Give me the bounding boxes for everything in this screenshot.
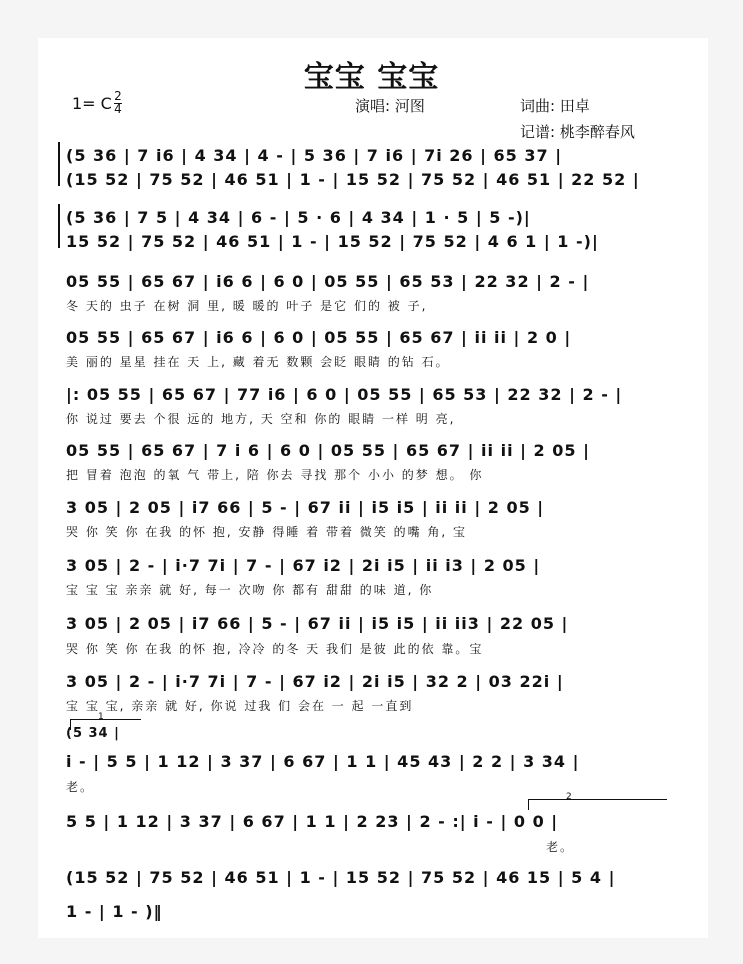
notation-row: (5 36 | 7 5 | 4 34 | 6 - | 5 · 6 | 4 34 | 1 · 5 | 5 -)| (66, 208, 531, 227)
notation-row: 3 05 | 2 - | i·7 7i | 7 - | 67 i2 | 2i i5 | 32 2 | 03 22i | (66, 672, 564, 691)
notation-row: 3 05 | 2 05 | i7 66 | 5 - | 67 ii | i5 i5 | ii ii3 | 22 05 | (66, 614, 569, 633)
notation-row: 05 55 | 65 67 | i6 6 | 6 0 | 05 55 | 65 67 | ii ii | 2 0 | (66, 328, 572, 347)
composer-credit: 词曲: 田卓 (520, 97, 590, 115)
lyric-line: 冬 天的 虫子 在树 洞 里, 暖 暖的 叶子 是它 们的 被 子, (66, 299, 428, 313)
notation-row: (15 52 | 75 52 | 46 51 | 1 - | 15 52 | 75 52 | 46 51 | 22 52 | (66, 170, 640, 189)
system-brace (58, 204, 66, 248)
lyric-line: 老。 (66, 780, 95, 794)
lyric-line: 宝 宝 宝, 亲亲 就 好, 你说 过我 们 会在 一 起 一直到 (66, 699, 414, 713)
song-title: 宝宝 宝宝 (303, 60, 440, 95)
notation-row: 05 55 | 65 67 | 7 i 6 | 6 0 | 05 55 | 65 67 | ii ii | 2 05 | (66, 441, 590, 460)
notation-row: 15 52 | 75 52 | 46 51 | 1 - | 15 52 | 75 52 | 4 6 1 | 1 -)| (66, 232, 599, 251)
singer-credit: 演唱: 河图 (355, 97, 425, 115)
notation-row: i - | 5 5 | 1 12 | 3 37 | 6 67 | 1 1 | 45 43 | 2 2 | 3 34 | (66, 752, 580, 771)
notation-row: (15 52 | 75 52 | 46 51 | 1 - | 15 52 | 75 52 | 46 15 | 5 4 | (66, 868, 616, 887)
first-ending-number: 1 (98, 712, 104, 722)
time-denominator: 4 (114, 102, 122, 116)
lyric-line: 美 丽的 星星 挂在 天 上, 藏 着无 数颗 会眨 眼睛 的钻 石。 (66, 355, 450, 369)
notation-row: 05 55 | 65 67 | i6 6 | 6 0 | 05 55 | 65 53 | 22 32 | 2 - | (66, 272, 590, 291)
lyric-line: 把 冒着 泡泡 的氧 气 带上, 陪 你去 寻找 那个 小小 的梦 想。 你 (66, 468, 484, 482)
second-ending-number: 2 (566, 792, 572, 802)
key-signature: 1= C (72, 94, 112, 113)
notation-row: 1 - | 1 - )‖ (66, 902, 163, 921)
notation-row: (5 36 | 7 i6 | 4 34 | 4 - | 5 36 | 7 i6 | 7i 26 | 65 37 | (66, 146, 563, 165)
lyric-line: 哭 你 笑 你 在我 的怀 抱, 安静 得睡 着 带着 微笑 的嘴 角, 宝 (66, 525, 468, 539)
time-numerator: 2 (114, 89, 122, 103)
lyric-line: 你 说过 要去 个很 远的 地方, 天 空和 你的 眼睛 一样 明 亮, (66, 412, 456, 426)
notation-row: (5 34 | (66, 726, 120, 741)
notation-row: 3 05 | 2 - | i·7 7i | 7 - | 67 i2 | 2i i5 | ii i3 | 2 05 | (66, 556, 541, 575)
system-brace (58, 142, 66, 186)
notation-row: 3 05 | 2 05 | i7 66 | 5 - | 67 ii | i5 i5 | ii ii | 2 05 | (66, 498, 545, 517)
time-signature (114, 91, 122, 115)
transcriber-credit: 记谱: 桃李醉春风 (520, 123, 635, 141)
lyric-line: 宝 宝 宝 亲亲 就 好, 每一 次吻 你 都有 甜甜 的味 道, 你 (66, 583, 434, 597)
lyric-line: 老。 (546, 840, 575, 854)
notation-row: |: 05 55 | 65 67 | 77 i6 | 6 0 | 05 55 | 65 53 | 22 32 | 2 - | (66, 385, 623, 404)
second-ending-bracket (528, 799, 667, 810)
notation-row: 5 5 | 1 12 | 3 37 | 6 67 | 1 1 | 2 23 | 2 - :| i - | 0 0 | (66, 812, 559, 831)
lyric-line: 哭 你 笑 你 在我 的怀 抱, 冷冷 的冬 天 我们 是彼 此的依 靠。宝 (66, 642, 484, 656)
